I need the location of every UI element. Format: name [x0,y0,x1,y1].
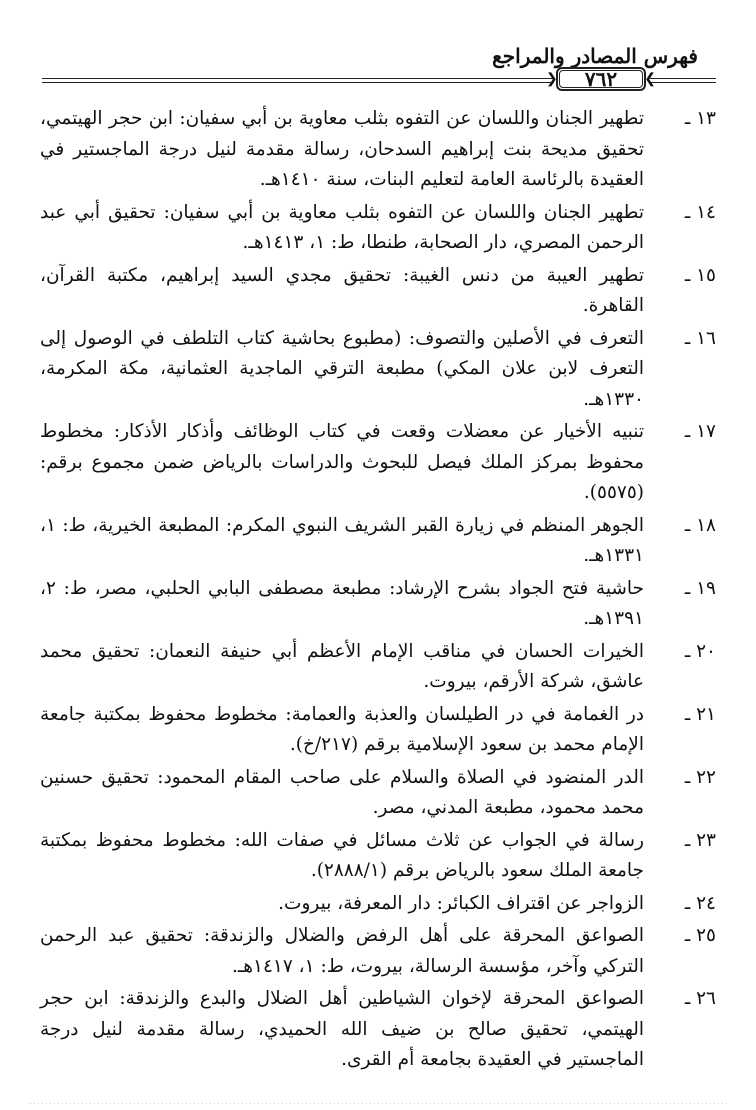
ornament-left-icon: ❮ [546,71,558,87]
entry-number: ٢٥ ـ [684,925,716,946]
bibliography-entry [40,637,716,698]
bibliography-entry [40,984,716,1076]
entry-number: ١٥ ـ [684,264,716,286]
bibliography-entry [40,574,716,635]
entry-text: تطهير العيبة من دنس الغيبة: تحقيق مجدي السيد إبراهيم، مكتبة القرآن، القاهرة. [40,264,644,316]
entry-number: ٢٤ ـ [684,892,716,914]
entry-text: در الغمامة في در الطيلسان والعذبة والعمامة: مخطوط محفوظ بمكتبة جامعة الإمام محمد بن سعود الإسلامية برقم (٢١٧/خ). [40,703,644,755]
entry-number: ٢٣ ـ [684,829,716,851]
entry-number: ٢٦ ـ [684,988,716,1009]
entry-text: تطهير الجنان واللسان عن التفوه بثلب معاوية بن أبي سفيان: ابن حجر الهيتمي، تحقيق مديحة بنت إبراهيم السدحان، رسالة مقدمة لنيل درجة الماجستير في العقيدة بالرئاسة العامة لتعليم البنات، سنة ١٤١٠هـ. [40,108,644,190]
entry-text: الصواعق المحرقة على أهل الرفض والضلال والزندقة: تحقيق عبد الرحمن التركي وآخر، مؤسسة الرسالة، بيروت، ط: ١، ١٤١٧هـ. [40,925,644,977]
page-header [40,42,716,92]
entry-number: ١٦ ـ [684,327,716,349]
ornament-right-icon: ❯ [644,71,656,87]
page-number-frame [546,64,656,94]
bibliography-list [40,104,716,1078]
bibliography-entry [40,826,716,887]
entry-text: تطهير الجنان واللسان عن التفوه بثلب معاوية بن أبي سفيان: تحقيق أبي عبد الرحمن المصري، دار الصحابة، طنطا، ط: ١، ١٤١٣هـ. [40,201,644,253]
entry-number: ١٨ ـ [684,514,716,536]
running-title: فهرس المصادر والمراجع [492,44,698,68]
entry-number: ١٣ ـ [684,108,716,129]
bibliography-entry [40,261,716,322]
entry-number: ١٤ ـ [684,201,716,223]
entry-text: الزواجر عن اقتراف الكبائر: دار المعرفة، بيروت. [278,892,644,914]
entry-text: التعرف في الأصلين والتصوف: (مطبوع بحاشية كتاب التلطف في الوصول إلى التعرف لابن علان المكي) مطبعة الترقي الماجدية العثمانية، مكة المكرمة، ١٣٣٠هـ. [40,327,644,410]
entry-number: ٢١ ـ [684,703,716,725]
bibliography-entry [40,417,716,509]
header-rule-right-lower [650,82,716,83]
entry-text: رسالة في الجواب عن ثلاث مسائل في صفات الله: مخطوط محفوظ بمكتبة جامعة الملك سعود بالرياض برقم (٢٨٨٨/١). [40,829,644,881]
bibliography-entry [40,921,716,982]
entry-text: الجوهر المنظم في زيارة القبر الشريف النبوي المكرم: المطبعة الخيرية، ط: ١، ١٣٣١هـ. [40,514,644,566]
header-rule-right [650,78,716,79]
bibliography-entry [40,511,716,572]
bibliography-entry [40,104,716,196]
header-rule-left [42,78,554,79]
entry-number: ٢٢ ـ [684,766,716,788]
bibliography-entry [40,198,716,259]
entry-text: تنبيه الأخيار عن معضلات وقعت في كتاب الوظائف وأذكار الأذكار: مخطوط محفوظ بمركز الملك فيصل للبحوث والدراسات بالرياض ضمن مجموع برقم: (٥٥٧٥). [40,421,644,503]
entry-text: الصواعق المحرقة لإخوان الشياطين أهل الضلال والبدع والزندقة: ابن حجر الهيتمي، تحقيق صالح بن ضيف الله الحميدي، رسالة مقدمة لنيل درجة الماجستير في العقيدة بجامعة أم القرى. [40,988,644,1070]
bibliography-entry [40,889,716,920]
entry-number: ٢٠ ـ [684,640,716,662]
bibliography-entry [40,700,716,761]
entry-number: ١٩ ـ [684,577,716,599]
entry-number: ١٧ ـ [684,421,716,442]
bibliography-entry [40,763,716,824]
entry-text: الخيرات الحسان في مناقب الإمام الأعظم أبي حنيفة النعمان: تحقيق محمد عاشق، شركة الأرقم، بيروت. [40,640,644,692]
entry-text: الدر المنضود في الصلاة والسلام على صاحب المقام المحمود: تحقيق حسنين محمد محمود، مطبعة المدني، مصر. [40,766,644,818]
bibliography-entry [40,324,716,416]
page-number: ٧٦٢ [584,67,618,91]
header-rule-left-lower [42,82,554,83]
scan-dotted-line [30,1103,730,1104]
entry-text: حاشية فتح الجواد بشرح الإرشاد: مطبعة مصطفى البابي الحلبي، مصر، ط: ٢، ١٣٩١هـ. [40,577,644,629]
